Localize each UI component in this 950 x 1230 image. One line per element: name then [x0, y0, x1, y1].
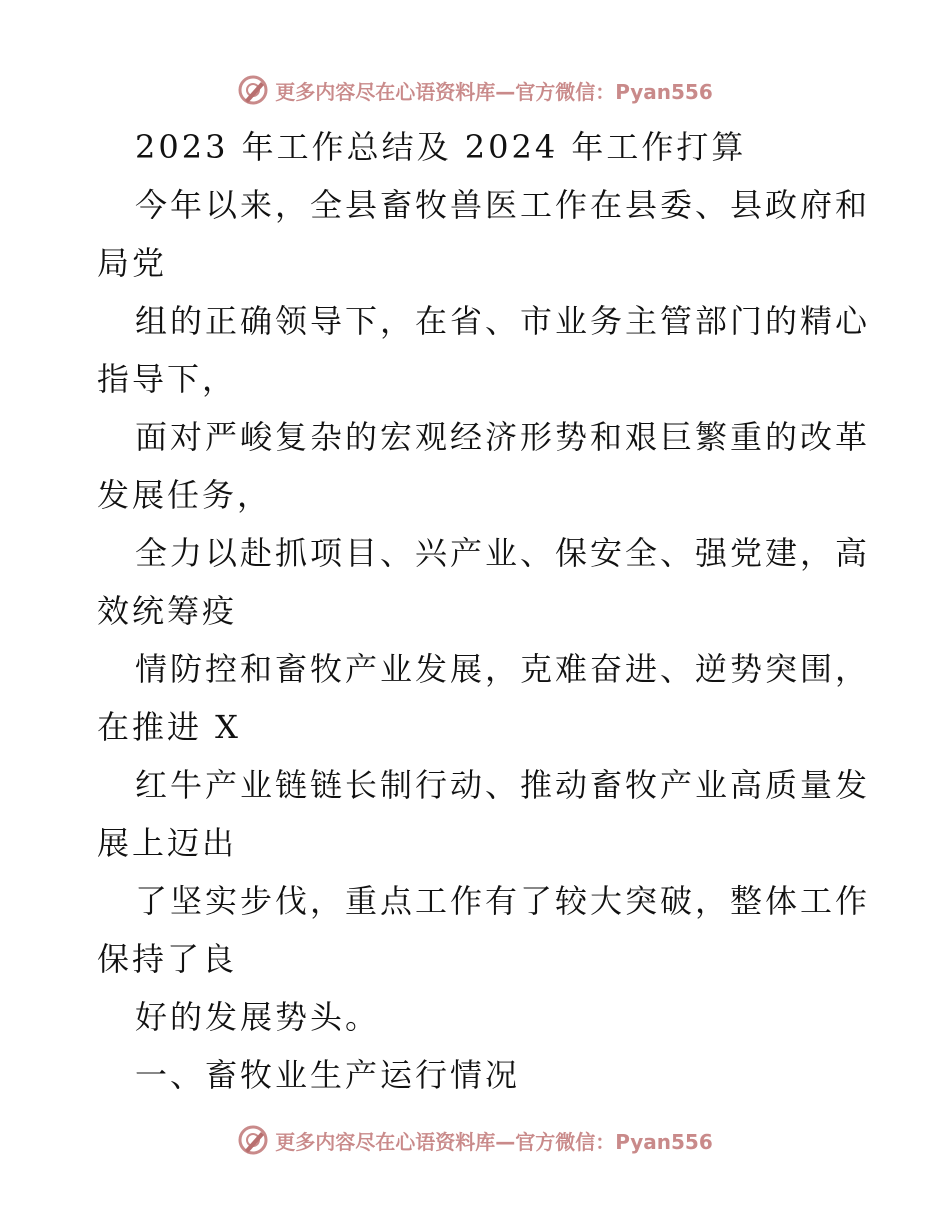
watermark-text: 更多内容尽在心语资料库—官方微信：Pyan556: [275, 1129, 713, 1154]
text-line: 了坚实步伐，重点工作有了较大突破，整体工作: [135, 882, 871, 920]
text-line: 局党: [97, 244, 168, 282]
watermark-header: [0, 70, 950, 110]
pen-logo-icon: [237, 74, 269, 106]
text-line: 一、畜牧业生产运行情况: [135, 1056, 521, 1094]
text-line: 情防控和畜牧产业发展，克难奋进、逆势突围，: [135, 650, 871, 688]
pen-logo-icon: [237, 1124, 269, 1156]
text-line: 好的发展势头。: [135, 998, 381, 1036]
text-line: 在推进 X: [97, 708, 241, 746]
text-line: 红牛产业链链长制行动、推动畜牧产业高质量发: [135, 766, 871, 804]
text-line: 今年以来，全县畜牧兽医工作在县委、县政府和: [135, 186, 871, 224]
text-line: 效统筹疫: [97, 592, 238, 630]
text-line: 面对严峻复杂的宏观经济形势和艰巨繁重的改革: [135, 418, 871, 456]
document-body: [97, 118, 871, 1104]
text-line: 指导下，: [97, 360, 238, 398]
text-line: 全力以赴抓项目、兴产业、保安全、强党建，高: [135, 534, 871, 572]
text-line: 展上迈出: [97, 824, 238, 862]
watermark-footer: [0, 1120, 950, 1160]
text-line: 保持了良: [97, 940, 238, 978]
watermark-text: 更多内容尽在心语资料库—官方微信：Pyan556: [275, 79, 713, 104]
text-line: 组的正确领导下，在省、市业务主管部门的精心: [135, 302, 871, 340]
text-line: 发展任务，: [97, 476, 273, 514]
document-title: 2023 年工作总结及 2024 年工作打算: [135, 128, 747, 166]
